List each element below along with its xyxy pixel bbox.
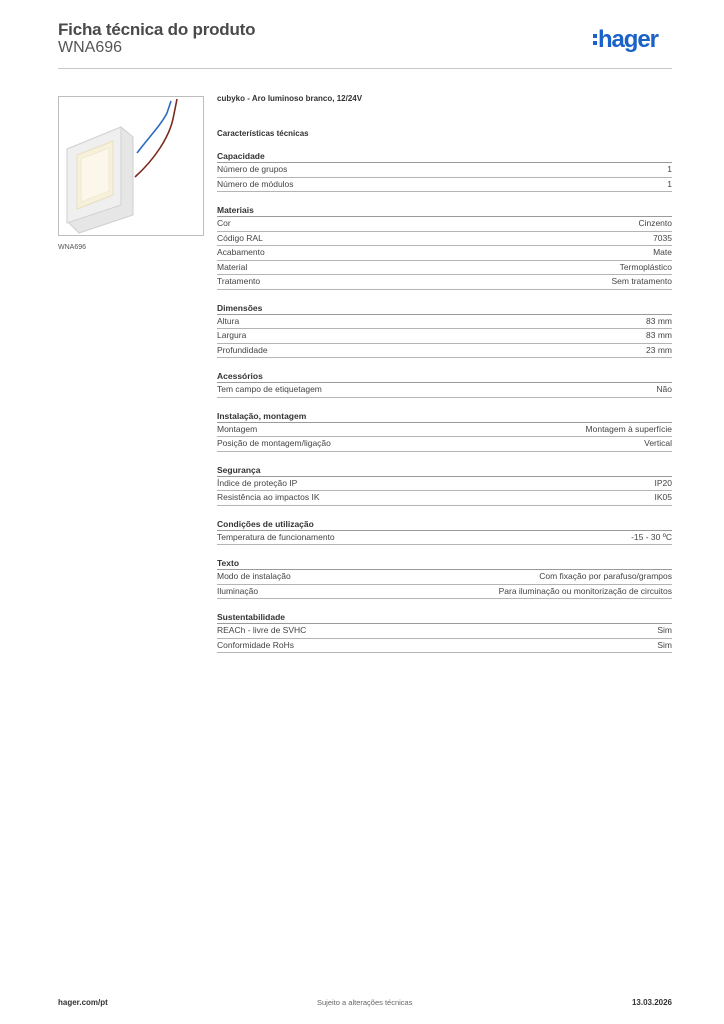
spec-value: Termoplástico bbox=[619, 261, 672, 272]
spec-value: IP20 bbox=[654, 477, 672, 488]
spec-table bbox=[217, 92, 672, 653]
spec-label: Temperatura de funcionamento bbox=[217, 531, 335, 542]
spec-label: Material bbox=[217, 261, 248, 272]
section-title: Instalação, montagem bbox=[217, 410, 672, 423]
spec-value: 1 bbox=[667, 178, 672, 189]
spec-value: Vertical bbox=[644, 438, 672, 448]
spec-label: Montagem bbox=[217, 423, 258, 434]
product-image bbox=[58, 96, 204, 236]
spec-label: Conformidade RoHs bbox=[217, 639, 295, 650]
spec-row bbox=[217, 329, 672, 344]
illuminated-frame-icon bbox=[59, 97, 203, 235]
page-title: Ficha técnica do produto bbox=[58, 20, 256, 39]
spec-value: Sim bbox=[657, 625, 672, 635]
logo-text: hager bbox=[598, 26, 658, 53]
spec-row bbox=[217, 232, 672, 247]
spec-value: 23 mm bbox=[646, 344, 672, 355]
spec-value: Sim bbox=[657, 639, 672, 650]
spec-label: Tratamento bbox=[217, 276, 261, 286]
product-code: WNA696 bbox=[58, 39, 123, 56]
spec-row bbox=[217, 624, 672, 639]
spec-value: 83 mm bbox=[646, 330, 672, 340]
spec-value: Cinzento bbox=[638, 218, 672, 228]
spec-row bbox=[217, 246, 672, 261]
spec-row bbox=[217, 383, 672, 398]
spec-label: Iluminação bbox=[217, 585, 259, 596]
footer-website: hager.com/pt bbox=[58, 998, 108, 1007]
spec-label: Número de módulos bbox=[217, 178, 294, 189]
spec-row bbox=[217, 491, 672, 506]
spec-label: Largura bbox=[217, 330, 247, 340]
spec-section bbox=[217, 410, 672, 452]
spec-value: Montagem à superfície bbox=[585, 423, 672, 434]
spec-value: Não bbox=[656, 384, 672, 394]
spec-row bbox=[217, 178, 672, 193]
section-title: Texto bbox=[217, 557, 672, 570]
spec-label: Índice de proteção IP bbox=[217, 477, 298, 488]
image-caption: WNA696 bbox=[58, 244, 87, 251]
spec-row bbox=[217, 275, 672, 290]
spec-section bbox=[217, 611, 672, 653]
hager-logo bbox=[593, 28, 658, 58]
spec-value: Mate bbox=[653, 247, 672, 257]
section-title: Acessórios bbox=[217, 370, 672, 383]
section-title: Capacidade bbox=[217, 150, 672, 163]
spec-section bbox=[217, 464, 672, 506]
spec-row bbox=[217, 531, 672, 546]
spec-section bbox=[217, 557, 672, 599]
spec-label: Acabamento bbox=[217, 247, 265, 257]
spec-row bbox=[217, 261, 672, 276]
spec-label: Profundidade bbox=[217, 344, 268, 355]
spec-section bbox=[217, 518, 672, 546]
spec-row bbox=[217, 437, 672, 452]
technical-heading: Características técnicas bbox=[217, 129, 309, 138]
spec-value: 83 mm bbox=[646, 315, 672, 326]
spec-label: Resistência ao impactos IK bbox=[217, 492, 320, 502]
spec-section bbox=[217, 150, 672, 192]
spec-row bbox=[217, 477, 672, 492]
spec-label: Posição de montagem/ligação bbox=[217, 438, 331, 448]
spec-value: IK05 bbox=[654, 492, 672, 502]
spec-sections bbox=[217, 150, 672, 653]
spec-label: Número de grupos bbox=[217, 164, 288, 174]
spec-value: Com fixação por parafuso/grampos bbox=[539, 571, 672, 581]
spec-row bbox=[217, 639, 672, 654]
spec-value: 1 bbox=[667, 164, 672, 174]
header-divider bbox=[58, 68, 672, 69]
spec-section bbox=[217, 370, 672, 398]
spec-row bbox=[217, 570, 672, 585]
section-title: Condições de utilização bbox=[217, 518, 672, 531]
spec-label: REACh - livre de SVHC bbox=[217, 625, 307, 635]
spec-label: Cor bbox=[217, 218, 231, 228]
logo-colon-icon bbox=[593, 34, 597, 45]
spec-row bbox=[217, 315, 672, 330]
spec-value: -15 - 30 ºC bbox=[631, 531, 672, 542]
spec-value: 7035 bbox=[653, 232, 672, 243]
spec-label: Altura bbox=[217, 315, 240, 326]
spec-row bbox=[217, 585, 672, 600]
spec-row bbox=[217, 217, 672, 232]
product-description: cubyko - Aro luminoso branco, 12/24V bbox=[217, 94, 363, 103]
footer-date: 13.03.2026 bbox=[631, 998, 672, 1007]
spec-label: Código RAL bbox=[217, 232, 263, 243]
spec-section bbox=[217, 204, 672, 290]
spec-row bbox=[217, 423, 672, 438]
spec-row bbox=[217, 344, 672, 359]
spec-value: Sem tratamento bbox=[611, 276, 672, 286]
section-title: Segurança bbox=[217, 464, 672, 477]
section-title: Materiais bbox=[217, 204, 672, 217]
section-title: Sustentabilidade bbox=[217, 611, 672, 624]
spec-label: Modo de instalação bbox=[217, 571, 291, 581]
section-title: Dimensões bbox=[217, 302, 672, 315]
spec-value: Para iluminação ou monitorização de circuitos bbox=[498, 585, 672, 596]
spec-row bbox=[217, 163, 672, 178]
footer-note: Sujeito a alterações técnicas bbox=[317, 998, 413, 1007]
spec-section bbox=[217, 302, 672, 359]
spec-label: Tem campo de etiquetagem bbox=[217, 384, 322, 394]
